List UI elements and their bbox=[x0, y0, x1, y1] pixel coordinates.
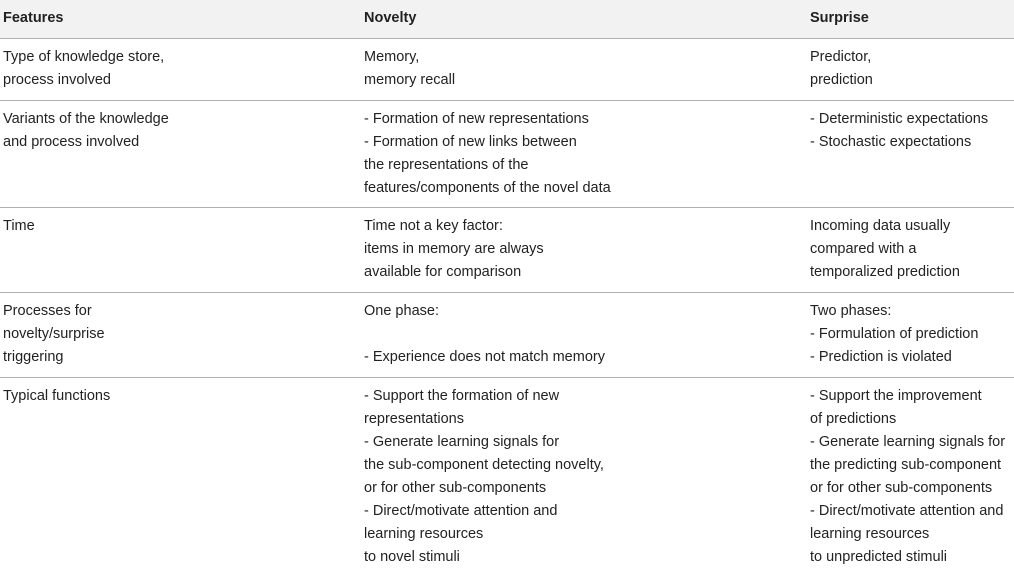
table-header-row bbox=[0, 0, 1014, 38]
table-row bbox=[0, 100, 1014, 208]
header-surprise: Surprise bbox=[810, 10, 869, 26]
row-features-cell: Variants of the knowledge and process involved bbox=[3, 111, 169, 150]
row-novelty-cell: Memory, memory recall bbox=[364, 49, 456, 88]
row-novelty-cell: One phase: - Experience does not match memory bbox=[364, 303, 605, 365]
row-surprise-cell: Two phases: - Formulation of prediction - Prediction is violated bbox=[810, 303, 979, 365]
row-surprise-cell: Incoming data usually compared with a temporalized prediction bbox=[810, 218, 960, 280]
row-features-cell: Typical functions bbox=[3, 388, 111, 404]
row-surprise-cell: Predictor, prediction bbox=[810, 49, 873, 88]
row-novelty-cell: - Support the formation of new representations - Generate learning signals for the sub-component detecting novelty, or for other sub-components - Direct/motivate attention and learning resources to novel stimuli bbox=[364, 388, 604, 565]
table-row bbox=[0, 38, 1014, 101]
row-novelty-cell: - Formation of new representations - Formation of new links between the representations of the features/components of the novel data bbox=[364, 111, 611, 196]
row-surprise-cell: - Deterministic expectations - Stochastic expectations bbox=[810, 111, 989, 150]
row-features-cell: Time bbox=[3, 218, 35, 234]
row-novelty-cell: Time not a key factor: items in memory are always available for comparison bbox=[364, 218, 544, 280]
header-features: Features bbox=[3, 10, 64, 26]
header-novelty: Novelty bbox=[364, 10, 417, 26]
row-features-cell: Processes for novelty/surprise triggering bbox=[3, 303, 105, 365]
table-row bbox=[0, 292, 1014, 378]
table-row bbox=[0, 377, 1014, 568]
row-features-cell: Type of knowledge store, process involved bbox=[3, 49, 165, 88]
table-row bbox=[0, 207, 1014, 293]
row-surprise-cell: - Support the improvement of predictions - Generate learning signals for the predicting sub-component or for other sub-components - Direct/motivate attention and learning resources to unpredicted stimuli bbox=[810, 388, 1006, 565]
